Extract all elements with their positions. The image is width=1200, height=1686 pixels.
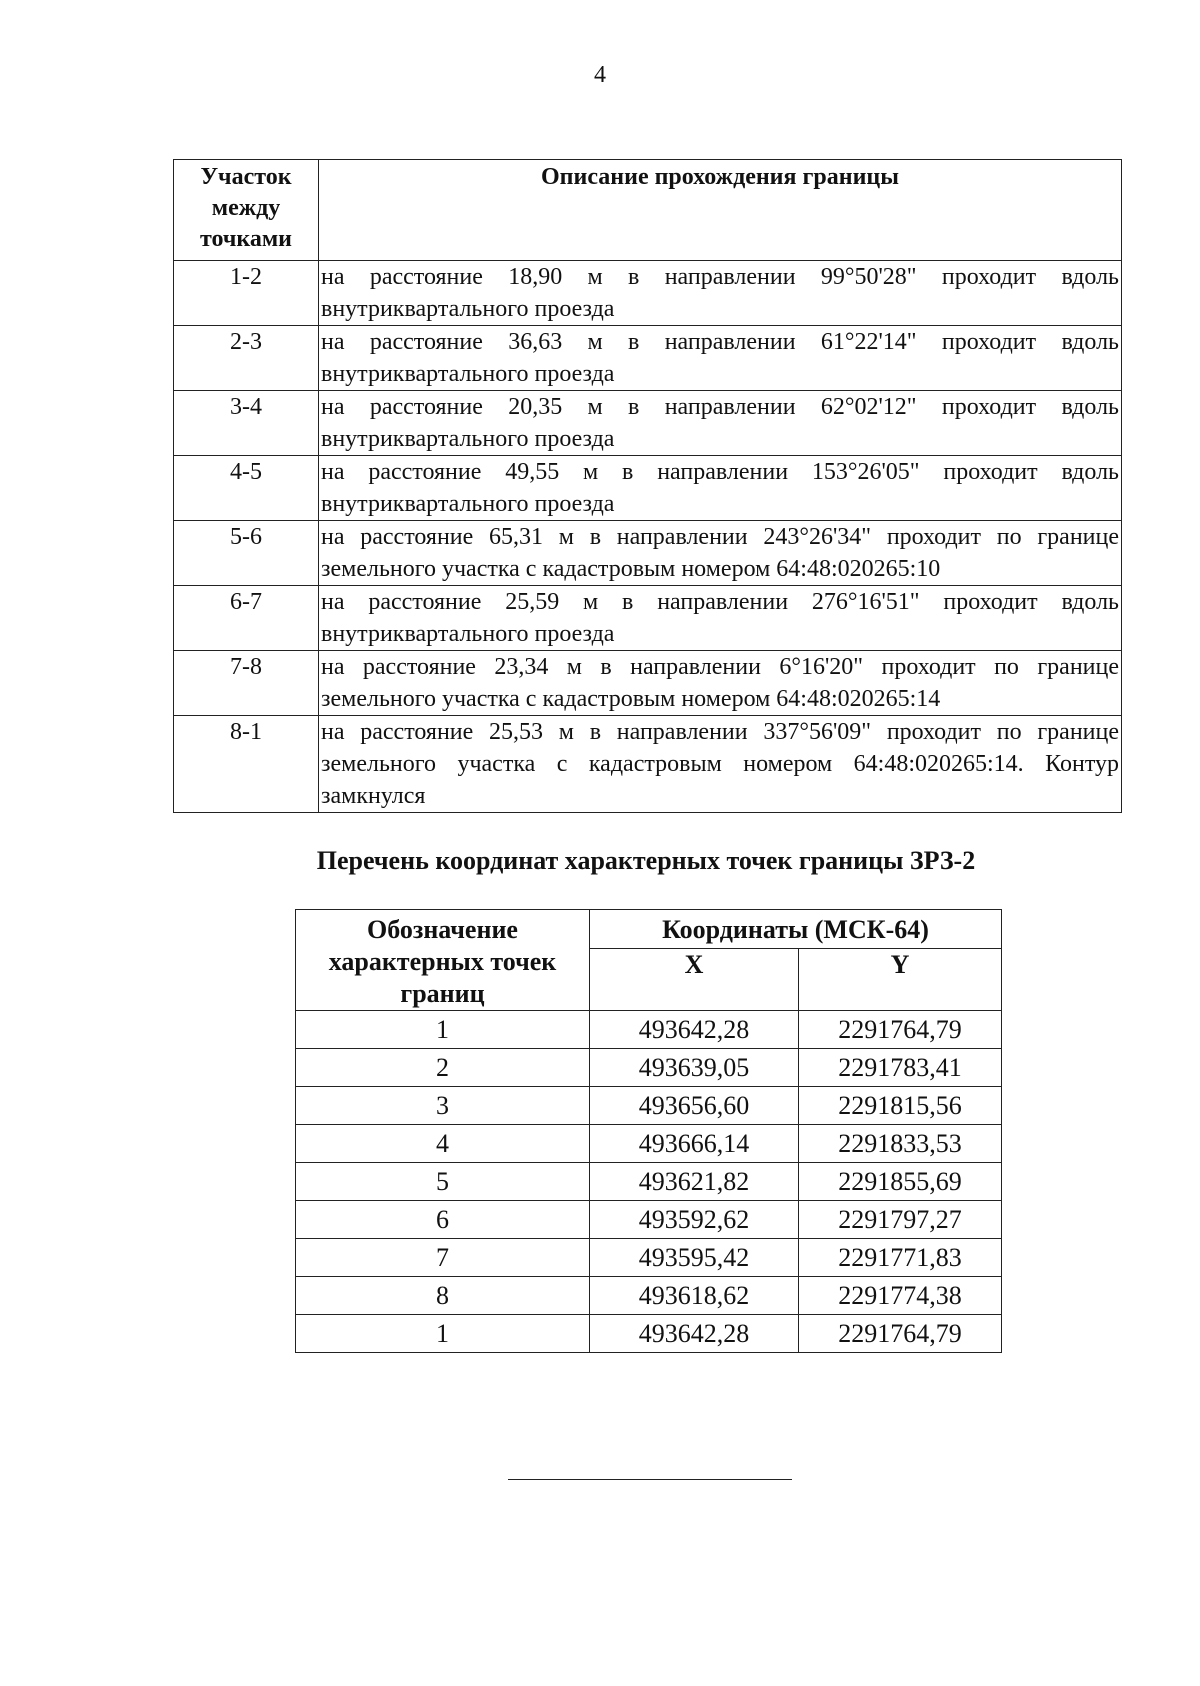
- x-cell: 493592,62: [590, 1201, 799, 1239]
- boundary-description-table: [173, 159, 1122, 813]
- boundary-row: [174, 326, 1122, 391]
- coordinates-row: [296, 1239, 1002, 1277]
- point-cell: 3: [296, 1087, 590, 1125]
- description-cell: на расстояние 18,90 м в направлении 99°50'28" проходит вдоль внутриквартального проезда: [319, 261, 1122, 326]
- boundary-row: [174, 716, 1122, 813]
- segment-cell: 7-8: [174, 651, 319, 716]
- x-cell: 493621,82: [590, 1163, 799, 1201]
- y-cell: 2291783,41: [799, 1049, 1002, 1087]
- point-cell: 6: [296, 1201, 590, 1239]
- point-cell: 7: [296, 1239, 590, 1277]
- x-cell: 493656,60: [590, 1087, 799, 1125]
- coordinates-header-row: [296, 910, 1002, 949]
- boundary-row: [174, 391, 1122, 456]
- coordinates-row: [296, 1011, 1002, 1049]
- boundary-row: [174, 521, 1122, 586]
- description-cell: на расстояние 25,59 м в направлении 276°16'51" проходит вдоль внутриквартального проезда: [319, 586, 1122, 651]
- coordinates-row: [296, 1163, 1002, 1201]
- y-cell: 2291815,56: [799, 1087, 1002, 1125]
- description-cell: на расстояние 25,53 м в направлении 337°56'09" проходит по границе земельного участка с кадастровым номером 64:48:020265:14. Контур замкнулся: [319, 716, 1122, 813]
- x-cell: 493642,28: [590, 1315, 799, 1353]
- coordinates-row: [296, 1125, 1002, 1163]
- y-cell: 2291797,27: [799, 1201, 1002, 1239]
- segment-cell: 3-4: [174, 391, 319, 456]
- x-column-header: X: [590, 948, 799, 1010]
- coordinates-group-header: Координаты (МСК-64): [590, 910, 1002, 949]
- segment-column-header: Участок между точками: [174, 160, 319, 261]
- point-cell: 5: [296, 1163, 590, 1201]
- description-cell: на расстояние 23,34 м в направлении 6°16'20" проходит по границе земельного участка с кадастровым номером 64:48:020265:14: [319, 651, 1122, 716]
- coordinates-row: [296, 1201, 1002, 1239]
- segment-cell: 2-3: [174, 326, 319, 391]
- point-label-column-header: Обозначение характерных точек границ: [296, 910, 590, 1011]
- y-column-header: Y: [799, 948, 1002, 1010]
- y-cell: 2291774,38: [799, 1277, 1002, 1315]
- description-cell: на расстояние 36,63 м в направлении 61°22'14" проходит вдоль внутриквартального проезда: [319, 326, 1122, 391]
- coordinates-table: [295, 909, 1002, 1353]
- x-cell: 493666,14: [590, 1125, 799, 1163]
- x-cell: 493618,62: [590, 1277, 799, 1315]
- segment-cell: 4-5: [174, 456, 319, 521]
- coordinates-row: [296, 1049, 1002, 1087]
- x-cell: 493595,42: [590, 1239, 799, 1277]
- point-cell: 1: [296, 1315, 590, 1353]
- page-number: 4: [594, 62, 606, 88]
- boundary-row: [174, 261, 1122, 326]
- coordinates-section-title: Перечень координат характерных точек границы ЗРЗ-2: [316, 846, 976, 875]
- boundary-row: [174, 456, 1122, 521]
- segment-cell: 6-7: [174, 586, 319, 651]
- description-cell: на расстояние 20,35 м в направлении 62°02'12" проходит вдоль внутриквартального проезда: [319, 391, 1122, 456]
- segment-cell: 8-1: [174, 716, 319, 813]
- y-cell: 2291771,83: [799, 1239, 1002, 1277]
- point-cell: 1: [296, 1011, 590, 1049]
- boundary-row: [174, 586, 1122, 651]
- segment-cell: 5-6: [174, 521, 319, 586]
- point-cell: 8: [296, 1277, 590, 1315]
- y-cell: 2291764,79: [799, 1011, 1002, 1049]
- y-cell: 2291764,79: [799, 1315, 1002, 1353]
- x-cell: 493639,05: [590, 1049, 799, 1087]
- y-cell: 2291833,53: [799, 1125, 1002, 1163]
- coordinates-row: [296, 1277, 1002, 1315]
- description-column-header: Описание прохождения границы: [319, 160, 1122, 261]
- point-cell: 4: [296, 1125, 590, 1163]
- y-cell: 2291855,69: [799, 1163, 1002, 1201]
- point-cell: 2: [296, 1049, 590, 1087]
- description-cell: на расстояние 49,55 м в направлении 153°26'05" проходит вдоль внутриквартального проезда: [319, 456, 1122, 521]
- boundary-row: [174, 651, 1122, 716]
- coordinates-row: [296, 1315, 1002, 1353]
- x-cell: 493642,28: [590, 1011, 799, 1049]
- coordinates-row: [296, 1087, 1002, 1125]
- segment-cell: 1-2: [174, 261, 319, 326]
- boundary-table-header-row: [174, 160, 1122, 261]
- closing-horizontal-rule: [508, 1479, 792, 1480]
- description-cell: на расстояние 65,31 м в направлении 243°26'34" проходит по границе земельного участка с кадастровым номером 64:48:020265:10: [319, 521, 1122, 586]
